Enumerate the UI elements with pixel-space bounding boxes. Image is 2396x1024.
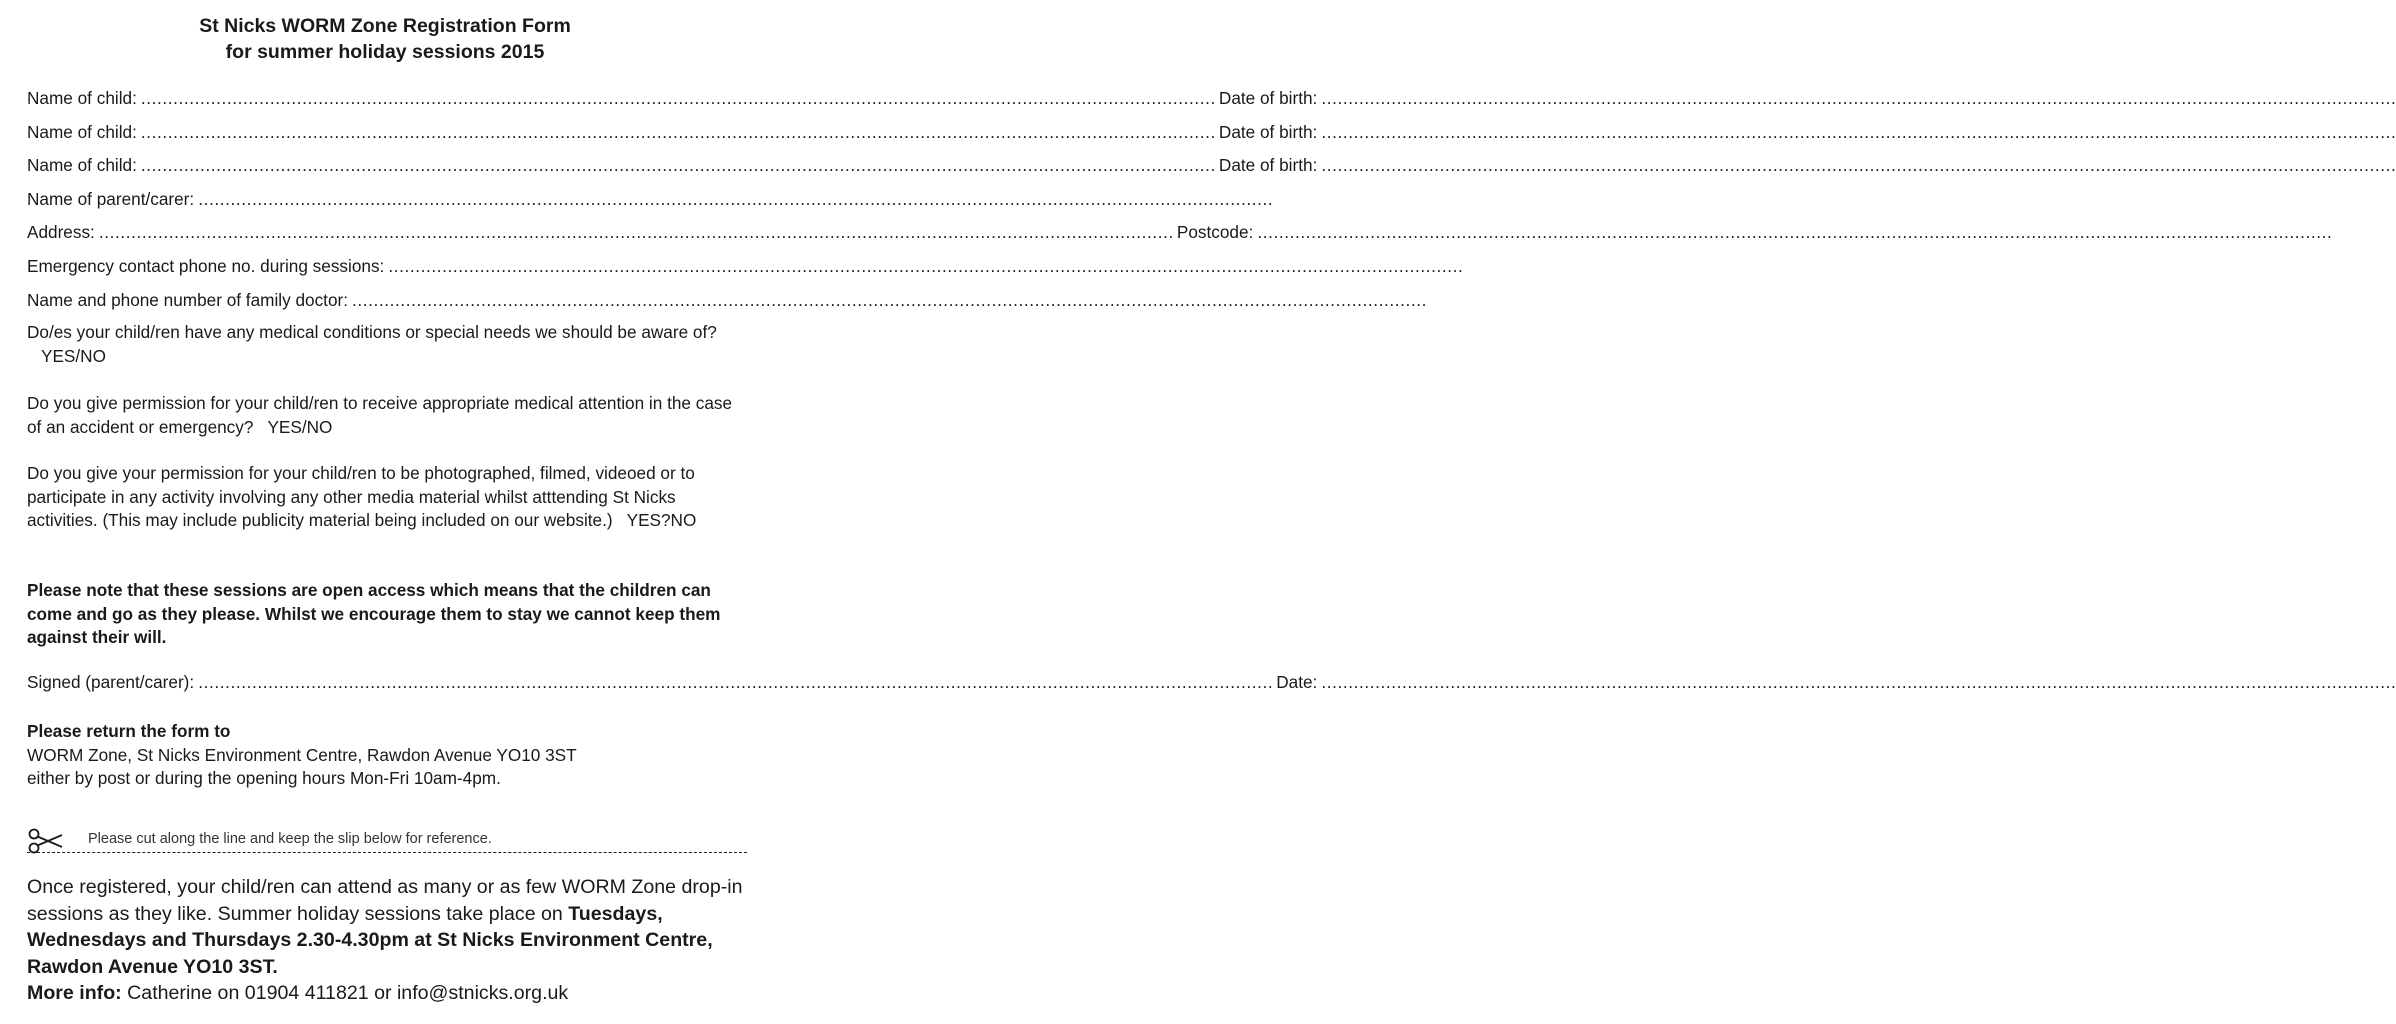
emergency-label: Emergency contact phone no. during sessions: — [27, 255, 385, 276]
address-row — [27, 222, 2333, 256]
child-2-row — [27, 121, 2396, 156]
return-method: either by post or during the opening hours Mon-Fri 10am-4pm. — [27, 768, 501, 788]
return-address: WORM Zone, St Nicks Environment Centre, Rawdon Avenue YO10 3ST — [27, 744, 577, 765]
open-access-notice: Please note that these sessions are open access which means that the children can come and go as they please. Whilst we encourage them to stay we cannot keep them against their will. — [27, 580, 721, 647]
dob-field[interactable]: ........................................................................................................................................................................................................ — [1321, 121, 2396, 142]
doctor-field[interactable]: ........................................................................................................................................................................................................ — [352, 289, 1428, 310]
address-field[interactable]: ........................................................................................................................................................................................................ — [98, 222, 1174, 243]
address-label: Address: — [27, 222, 95, 243]
postcode-field[interactable]: ........................................................................................................................................................................................................ — [1257, 222, 2333, 243]
dob-label: Date of birth: — [1218, 155, 1318, 176]
return-info — [27, 720, 747, 791]
child-name-label: Name of child: — [27, 155, 137, 176]
parent-label: Name of parent/carer: — [27, 188, 195, 209]
cut-note: Please cut along the line and keep the slip below for reference. — [88, 831, 492, 847]
medical-permission-question — [27, 392, 747, 439]
slip-times: Tuesdays, Wednesdays and Thursdays 2.30-4.30pm at St Nicks Environment Centre, Rawdon Avenue YO10 3ST. — [27, 902, 713, 978]
dob-field[interactable]: ........................................................................................................................................................................................................ — [1321, 88, 2396, 108]
medical-conditions-question — [27, 321, 747, 368]
signed-label: Signed (parent/carer): — [27, 672, 195, 692]
parent-row — [27, 188, 1274, 223]
child-name-field[interactable]: ........................................................................................................................................................................................................ — [140, 155, 1216, 176]
child-name-label: Name of child: — [27, 121, 137, 142]
medical-conditions-answer[interactable]: YES/NO — [41, 345, 106, 366]
child-name-field[interactable]: ........................................................................................................................................................................................................ — [140, 121, 1216, 142]
parent-field[interactable]: ........................................................................................................................................................................................................ — [198, 188, 1274, 209]
child-3-row — [27, 155, 2396, 189]
photo-permission-answer[interactable]: YES?NO — [626, 510, 697, 530]
dob-field[interactable]: ........................................................................................................................................................................................................ — [1321, 155, 2396, 176]
registration-fields — [27, 88, 2396, 323]
photo-permission-question — [27, 462, 747, 533]
reference-slip — [27, 874, 752, 1007]
emergency-field[interactable]: ........................................................................................................................................................................................................ — [388, 255, 1464, 276]
form-title-line1: St Nicks WORM Zone Registration Form — [199, 15, 571, 37]
cut-line — [27, 852, 747, 853]
more-info-label: More info: — [27, 982, 122, 1004]
doctor-label: Name and phone number of family doctor: — [27, 289, 349, 310]
dob-label: Date of birth: — [1218, 88, 1318, 108]
doctor-row — [27, 289, 1428, 324]
slip-intro: Once registered, your child/ren can attend as many or as few WORM Zone drop-in sessions as they like. Summer holiday sessions take place on — [27, 876, 743, 925]
emergency-row — [27, 255, 1464, 290]
signature-field[interactable]: ........................................................................................................................................................................................................ — [198, 672, 1274, 692]
medical-permission-answer[interactable]: YES/NO — [267, 416, 333, 437]
date-label: Date: — [1276, 672, 1318, 692]
more-info-text: Catherine on 01904 411821 or info@stnicks.org.uk — [127, 982, 569, 1004]
medical-conditions-text: Do/es your child/ren have any medical conditions or special needs we should be aware of? — [27, 322, 717, 342]
form-title — [0, 13, 770, 65]
signature-row — [27, 672, 2396, 698]
date-field[interactable]: ........................................................................................................................................................................................................ — [1321, 672, 2396, 692]
return-heading: Please return the form to — [27, 721, 231, 741]
child-name-label: Name of child: — [27, 88, 137, 108]
child-name-field[interactable]: ........................................................................................................................................................................................................ — [140, 88, 1216, 108]
dob-label: Date of birth: — [1218, 121, 1318, 142]
form-title-line2: for summer holiday sessions 2015 — [225, 41, 545, 63]
photo-permission-text: Do you give your permission for your child/ren to be photographed, filmed, videoed or to participate in any activity involving any other media material whilst atttending St Nicks activities. (This may include publicity material being included on our website.) — [27, 463, 695, 530]
postcode-label: Postcode: — [1176, 222, 1254, 243]
child-1-row — [27, 88, 2396, 122]
medical-permission-text: Do you give permission for your child/ren to receive appropriate medical attention in the case of an accident or emergency? — [27, 393, 733, 437]
